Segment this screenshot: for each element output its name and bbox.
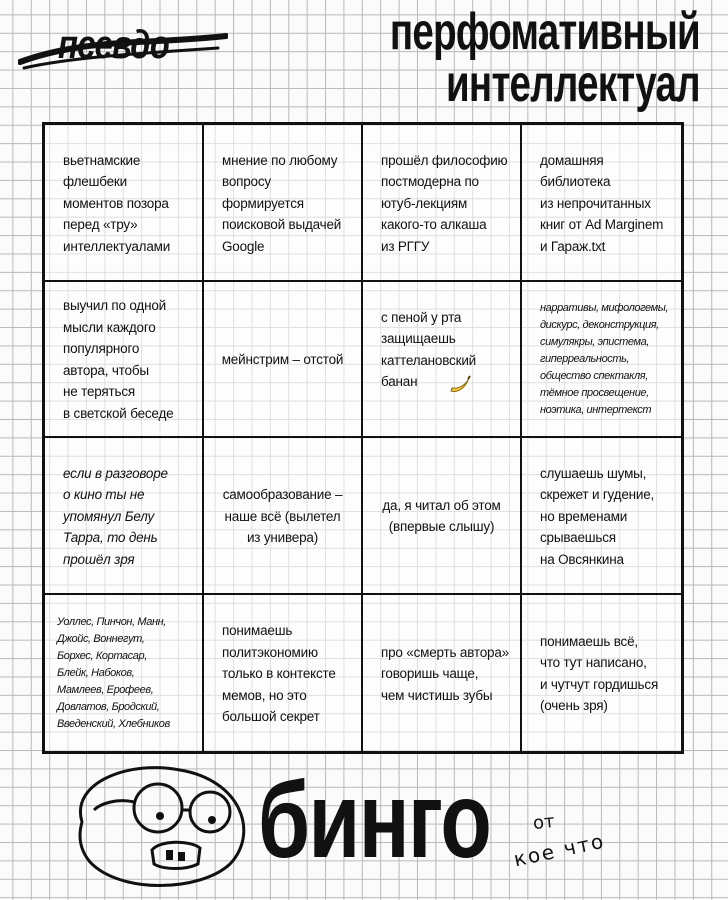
title-line-1: перфомативный xyxy=(390,3,700,61)
bingo-cell[interactable]: мнение по любому вопросу формируется поисковой выдачей Google xyxy=(204,125,363,282)
bingo-cell[interactable]: вьетнамские флешбеки моментов позора перед «тру» интеллектуалами xyxy=(45,125,204,282)
title-prefix-crossed: псевдо xyxy=(58,23,169,67)
bingo-cell[interactable]: да, я читал об этом (впервые слышу) xyxy=(363,438,522,595)
bingo-cell[interactable]: если в разговоре о кино ты не упомянул Белу Тарра, то день прошёл зря xyxy=(45,438,204,595)
bingo-cell[interactable]: самообразование – наше всё (вылетел из универа) xyxy=(204,438,363,595)
bingo-cell[interactable]: нарративы, мифологемы, дискурс, деконструкция, симулякры, эпистема, гиперреальность, общество спектакля, тёмное просвещение, ноэтика, интертекст xyxy=(522,282,681,439)
bingo-grid xyxy=(42,122,684,754)
bingo-cell[interactable]: Уоллес, Пинчон, Манн, Джойс, Воннегут, Борхес, Кортасар, Блейк, Набоков, Мамлеев, Ерофеев, Довлатов, Бродский, Введенский, Хлебников xyxy=(45,595,204,752)
bingo-cell[interactable]: выучил по одной мысли каждого популярного автора, чтобы не теряться в светской беседе xyxy=(45,282,204,439)
signature-line-2: кое что xyxy=(511,828,608,872)
author-signature xyxy=(505,800,625,890)
bingo-cell[interactable]: мейнстрим – отстой xyxy=(204,282,363,439)
page-title xyxy=(390,3,700,113)
doodle-face-illustration xyxy=(60,752,260,892)
signature-line-1: от xyxy=(531,810,556,835)
banana-icon xyxy=(449,375,471,395)
bingo-cell[interactable]: слушаешь шумы, скрежет и гудение, но временами срываешься на Овсянкина xyxy=(522,438,681,595)
bingo-cell[interactable]: домашняя библиотека из непрочитанных книг от Ad Marginem и Гараж.txt xyxy=(522,125,681,282)
title-line-2: интеллектуал xyxy=(446,55,700,113)
bingo-cell[interactable]: с пеной у рта защищаешь каттелановский банан xyxy=(363,282,522,439)
bingo-cell[interactable]: прошёл философию постмодерна по ютуб-лекциям какого-то алкаша из РГГУ xyxy=(363,125,522,282)
bingo-word: бинго xyxy=(258,759,491,880)
bingo-cell[interactable]: понимаешь политэкономию только в контексте мемов, но это большой секрет xyxy=(204,595,363,752)
bingo-cell[interactable]: про «смерть автора» говоришь чаще, чем чистишь зубы xyxy=(363,595,522,752)
bingo-cell[interactable]: понимаешь всё, что тут написано, и чутчут гордишься (очень зря) xyxy=(540,633,659,714)
